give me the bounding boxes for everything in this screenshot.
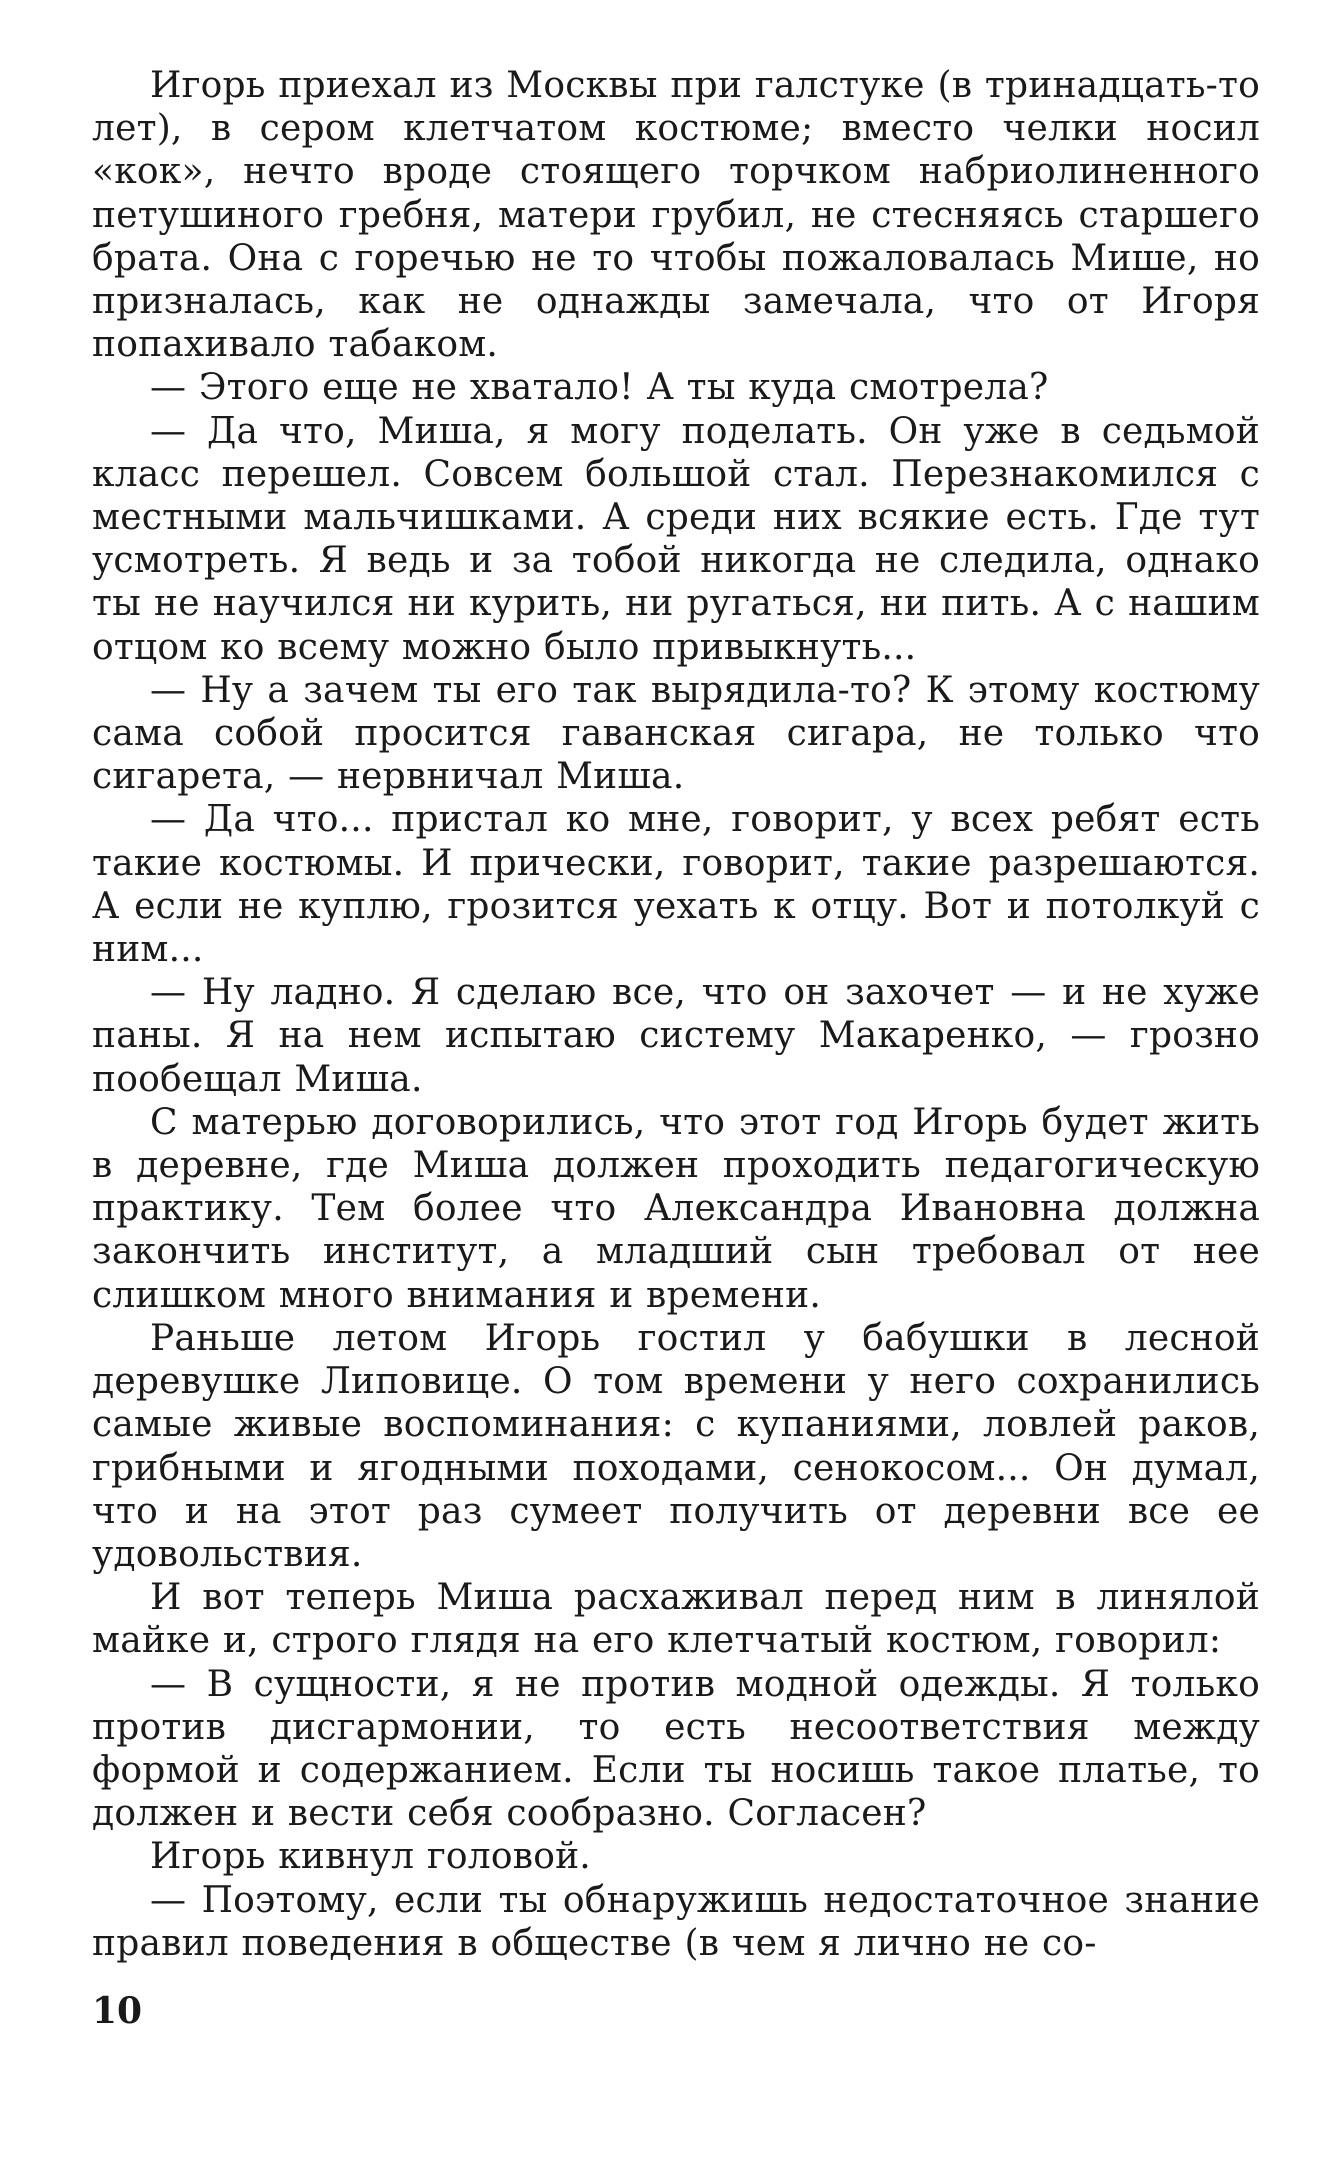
paragraph: — В сущности, я не против модной одежды. Я только против дисгармонии, то есть несоответствия между формой и содержанием. Если ты носишь такое платье, то должен и вести себя сообразно. Согласен? — [92, 1663, 1260, 1835]
page-number: 10 — [92, 1990, 143, 2032]
paragraph: С матерью договорились, что этот год Игорь будет жить в деревне, где Миша должен проходить педагогическую практику. Тем более что Александра Ивановна должна закончить институт, а младший сын требовал от нее слишком много внимания и времени. — [92, 1101, 1260, 1316]
paragraph: — Ну ладно. Я сделаю все, что он захочет — и не хуже паны. Я на нем испытаю систему Макаренко, — грозно пообещал Миша. — [92, 972, 1260, 1100]
paragraph: — Этого еще не хватало! А ты куда смотрела? — [150, 367, 1049, 409]
paragraph: Раньше летом Игорь гостил у бабушки в лесной деревушке Липовице. О том времени у него сохранились самые живые воспоминания: с купаниями, ловлей раков, грибными и ягодными походами, сенокосом... Он думал, что и на этот раз сумеет получить от деревни все ее удовольствия. — [92, 1317, 1260, 1575]
paragraph: — Поэтому, если ты обнаружишь недостаточное знание правил поведения в обществе (в чем я лично не со- — [92, 1879, 1260, 1964]
paragraph: — Ну а зачем ты его так вырядила-то? К этому костюму сама собой просится гаванская сигара, не только что сигарета, — нервничал Миша. — [92, 669, 1260, 798]
paragraph: — Да что... пристал ко мне, говорит, у всех ребят есть такие костюмы. И прически, говорит, такие разрешаются. А если не куплю, грозится уехать к отцу. Вот и потолкуй с ним... — [92, 799, 1260, 971]
paragraph: Игорь приехал из Москвы при галстуке (в тринадцать-то лет), в сером клетчатом костюме; вместо челки носил «кок», нечто вроде стоящего торчком набриолиненного петушиного гребня, матери грубил, не стесняясь старшего брата. Она с горечью не то чтобы пожаловалась Мише, но призналась, как не однажды замечала, что от Игоря попахивало табаком. — [92, 65, 1260, 366]
page-body — [92, 64, 1260, 1965]
paragraph: И вот теперь Миша расхаживал перед ним в линялой майке и, строго глядя на его клетчатый костюм, говорил: — [92, 1577, 1260, 1662]
paragraph: — Да что, Миша, я могу поделать. Он уже в седьмой класс перешел. Совсем большой стал. Перезнакомился с местными мальчишками. А среди них всякие есть. Где тут усмотреть. Я ведь и за тобой никогда не следила, однако ты не научился ни курить, ни ругаться, ни пить. А с нашим отцом ко всему можно было привыкнуть... — [92, 410, 1260, 668]
paragraph: Игорь кивнул головой. — [150, 1836, 591, 1878]
